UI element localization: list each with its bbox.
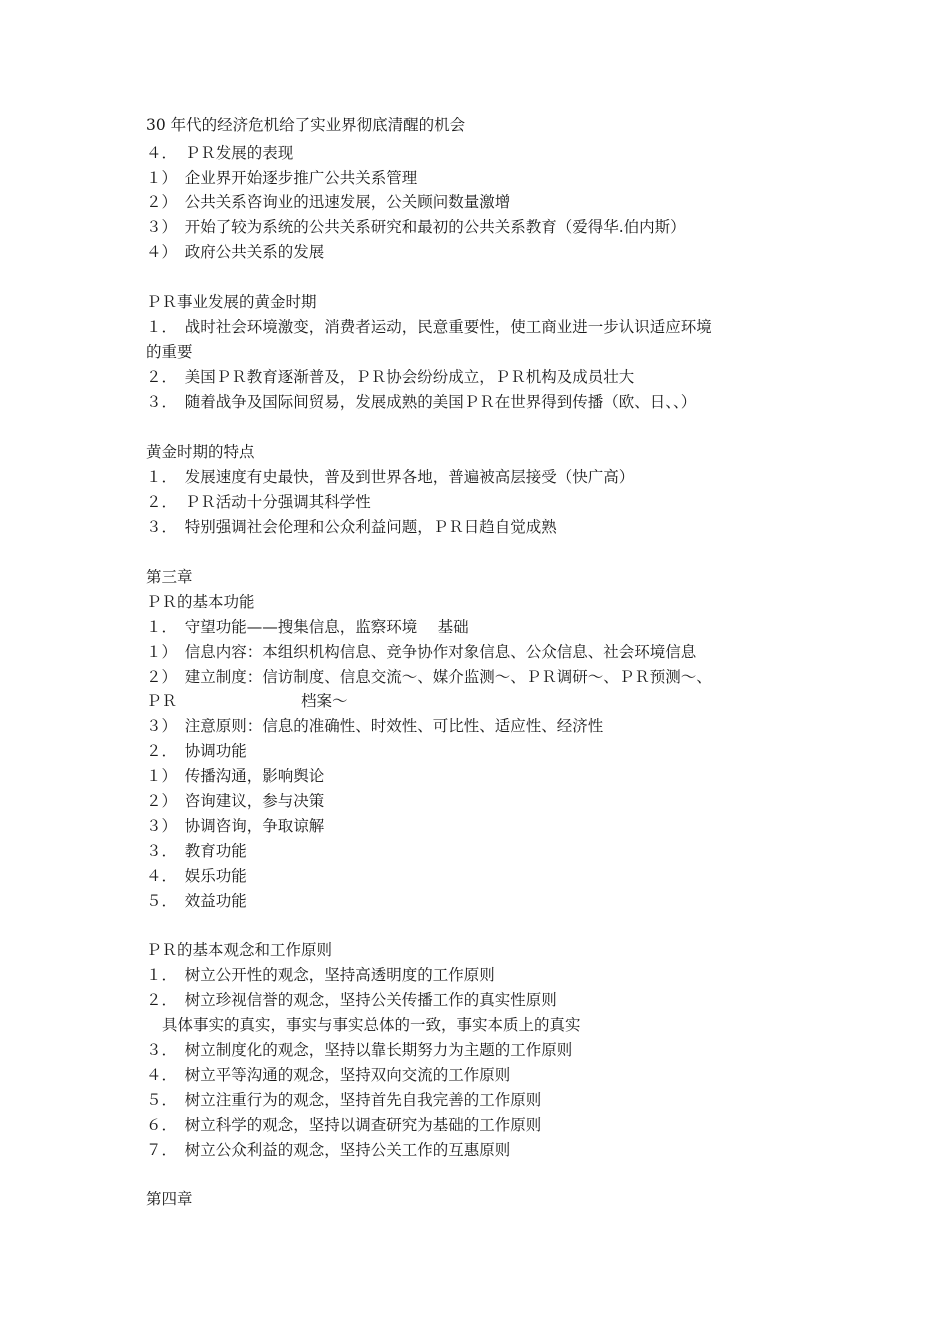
text-line: 的重要 [146, 343, 193, 361]
text-line: ２． 美国ＰＲ教育逐渐普及，ＰＲ协会纷纷成立，ＰＲ机构及成员壮大 [146, 368, 635, 386]
text-line: ３． 树立制度化的观念，坚持以靠长期努力为主题的工作原则 [146, 1041, 573, 1059]
chapter-heading: 第三章 [146, 568, 193, 586]
text-line: ３） 协调咨询，争取谅解 [146, 817, 325, 835]
section-heading: ＰＲ的基本功能 [146, 593, 255, 611]
text-line: ３． 教育功能 [146, 842, 247, 860]
text-line: ２） 咨询建议，参与决策 [146, 792, 325, 810]
text-line: １． 战时社会环境激变，消费者运动，民意重要性，使工商业进一步认识适应环境 [146, 318, 712, 336]
text-line: １） 企业界开始逐步推广公共关系管理 [146, 169, 418, 187]
text-line: ３． 随着战争及国际间贸易，发展成熟的美国ＰＲ在世界得到传播（欧、日、、） [146, 393, 697, 411]
text-line: ５． 效益功能 [146, 892, 247, 910]
text-line: ４． 树立平等沟通的观念，坚持双向交流的工作原则 [146, 1066, 511, 1084]
text-line: ７． 树立公众利益的观念，坚持公关工作的互惠原则 [146, 1141, 511, 1159]
text-line: ５． 树立注重行为的观念，坚持首先自我完善的工作原则 [146, 1091, 542, 1109]
text-line: ４． ＰＲ发展的表现 [146, 144, 294, 162]
text-line: ２． ＰＲ活动十分强调其科学性 [146, 493, 371, 511]
text-line: ２． 协调功能 [146, 742, 247, 760]
text-line: 具体事实的真实，事实与事实总体的一致，事实本质上的真实 [162, 1016, 581, 1034]
text-line: １） 传播沟通，影响舆论 [146, 767, 325, 785]
text-line: ２． 树立珍视信誉的观念，坚持公关传播工作的真实性原则 [146, 991, 557, 1009]
text-line: １． 守望功能——搜集信息，监察环境 基础 [146, 618, 469, 636]
text-line: 30 年代的经济危机给了实业界彻底清醒的机会 [146, 116, 466, 134]
text-line: １． 树立公开性的观念，坚持高透明度的工作原则 [146, 966, 495, 984]
text-line: １． 发展速度有史最快，普及到世界各地，普遍被高层接受（快广高） [146, 468, 635, 486]
text-line: ６． 树立科学的观念，坚持以调查研究为基础的工作原则 [146, 1116, 542, 1134]
text-line: ４． 娱乐功能 [146, 867, 247, 885]
text-line: ２） 建立制度：信访制度、信息交流～、媒介监测～、ＰＲ调研～、ＰＲ预测～、 [146, 668, 712, 686]
chapter-heading: 第四章 [146, 1190, 193, 1208]
text-line: ３） 注意原则：信息的准确性、时效性、可比性、适应性、经济性 [146, 717, 604, 735]
text-line: ４） 政府公共关系的发展 [146, 243, 325, 261]
section-heading: ＰＲ的基本观念和工作原则 [146, 941, 333, 959]
text-line: ２） 公共关系咨询业的迅速发展，公关顾问数量激增 [146, 193, 511, 211]
text-line: ３． 特别强调社会伦理和公众利益问题，ＰＲ日趋自觉成熟 [146, 518, 557, 536]
text-line: ３） 开始了较为系统的公共关系研究和最初的公共关系教育（爱得华.伯内斯） [146, 218, 686, 236]
section-heading: ＰＲ事业发展的黄金时期 [146, 293, 317, 311]
section-heading: 黄金时期的特点 [146, 443, 255, 461]
text-line: １） 信息内容：本组织机构信息、竞争协作对象信息、公众信息、社会环境信息 [146, 643, 697, 661]
text-line: ＰＲ 档案～ [146, 692, 348, 710]
